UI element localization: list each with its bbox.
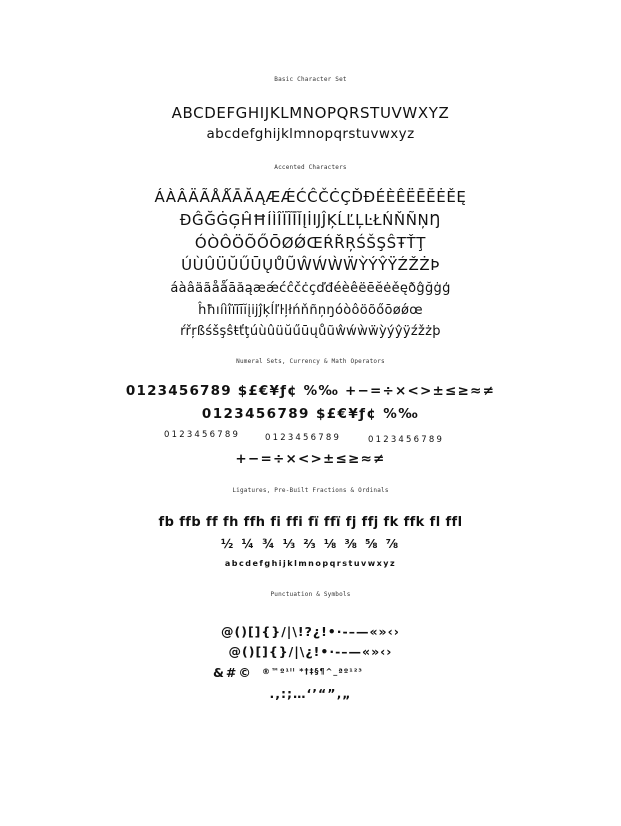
heading-numeral-sets: Numeral Sets, Currency & Math Operators bbox=[236, 358, 385, 365]
accented-line-1: ÁÀÂÄÃÅǺĀĂĄÆǼĆĈČĊÇĎĐÉÈÊËĒĔĖĚĘ bbox=[154, 188, 467, 206]
numerals-small-set-1: 0123456789 bbox=[164, 430, 241, 440]
accented-line-2: ĐĜĞĠĢĤĦÍÌÎÏĨĪĬĮİĲĴĶĹĽĻĿŁŃŇÑŅŊ bbox=[179, 211, 442, 229]
heading-punctuation-symbols: Punctuation & Symbols bbox=[270, 591, 351, 598]
accented-line-6: ĥħıíìîïĩīĭįĳĵķĺľŀļłńňñņŋóòôöõőōøǿœ bbox=[198, 303, 423, 318]
heading-ligatures: Ligatures, Pre-Built Fractions & Ordinals bbox=[232, 487, 389, 494]
accented-line-4: ÚÙÛÜŬŰŪŲŮŨŴẂẀẄỲÝŶŸŹŽŻÞ bbox=[181, 256, 440, 274]
numerals-small-set-3: 0123456789 bbox=[368, 435, 445, 445]
numerals-small-set-2: 0123456789 bbox=[265, 433, 342, 443]
accented-line-5: áàâäãåǻāăąæǽćĉčċçďđéèêëēĕėěęðĝğġģ bbox=[170, 281, 451, 296]
numerals-line-2: 0123456789 $£€¥ƒ¢ %‰ bbox=[201, 406, 420, 422]
accented-line-3: ÓÒÔÖÕŐŌØǾŒŔŘŖŚŠŞŜŦŤŢ bbox=[194, 234, 427, 252]
numerals-operators: +−=÷×<>±≤≥≈≠ bbox=[235, 451, 386, 467]
ligatures-line: fb ffb ff fh ffh fi ffi fï ffï fj ffj fk ffk fl ffl bbox=[158, 515, 463, 530]
accented-line-7: ŕřŗßśšşŝŧťţúùûüŭűūųůũŵẃẁẅỳýŷÿźžżþ bbox=[180, 324, 441, 339]
ordinals-line: abcdefghijklmnopqrstuvwxyz bbox=[224, 559, 397, 568]
heading-basic-character-set: Basic Character Set bbox=[274, 76, 347, 83]
heading-accented-characters: Accented Characters bbox=[274, 164, 347, 171]
punctuation-quotes-line: .,:;…‘’“”‚„ bbox=[269, 686, 352, 701]
symbols-ampersand-hash-copyright: &#© bbox=[213, 665, 253, 680]
basic-lowercase: abcdefghijklmnopqrstuvwxyz bbox=[206, 126, 415, 142]
numerals-line-1: 0123456789 $£€¥ƒ¢ %‰ +−=÷×<>±≤≥≈≠ bbox=[125, 383, 496, 399]
punctuation-line-2: @()[]{}/|\¿!•·-–—«»‹› bbox=[228, 644, 393, 659]
fractions-line: ½ ¼ ¾ ⅓ ⅔ ⅛ ⅜ ⅝ ⅞ bbox=[220, 537, 401, 551]
punctuation-line-1: @()[]{}/|\!?¿!•·-–—«»‹› bbox=[221, 624, 400, 639]
basic-uppercase: ABCDEFGHIJKLMNOPQRSTUVWXYZ bbox=[171, 104, 450, 122]
symbols-superscripts: ®™º¹ˡˡ *†‡§¶^_ªº¹²³ bbox=[262, 667, 363, 676]
